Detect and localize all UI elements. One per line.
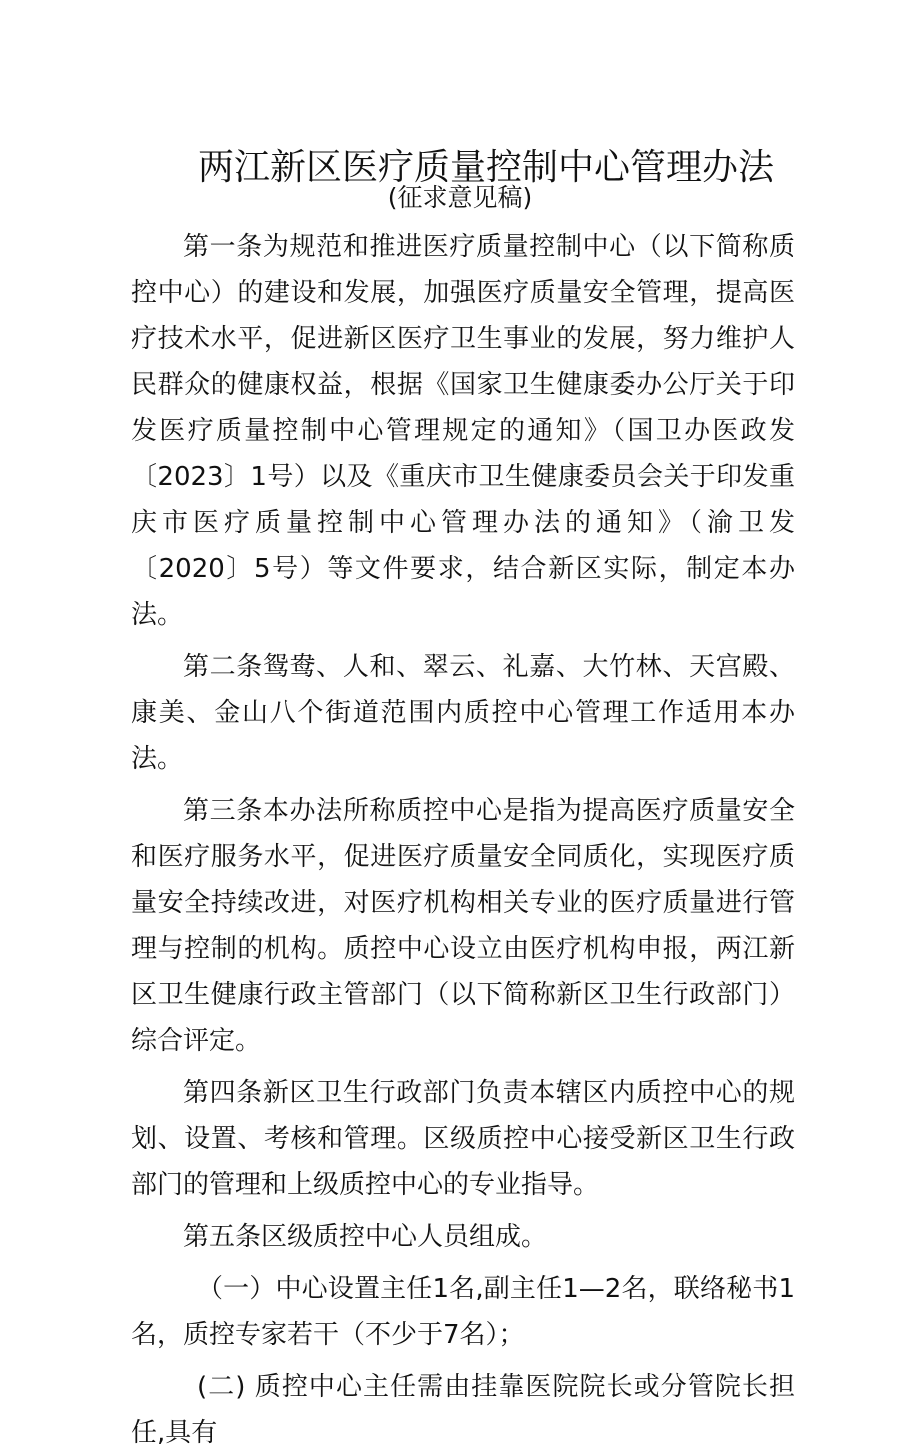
article-4: 第四条新区卫生行政部门负责本辖区内质控中心的规划、设置、考核和管理。区级质控中心接受新区卫生行政部门的管理和上级质控中心的专业指导。 — [131, 1078, 795, 1200]
document-body — [131, 224, 795, 1456]
document-subtitle: (征求意见稿) — [387, 183, 533, 212]
article-5-item-1: （一）中心设置主任1名,副主任1—2名，联络秘书1名，质控专家若干（不少于7名）； — [131, 1274, 795, 1350]
article-1: 第一条为规范和推进医疗质量控制中心（以下简称质控中心）的建设和发展，加强医疗质量安全管理，提高医疗技术水平，促进新区医疗卫生事业的发展，努力维护人民群众的健康权益，根据《国家卫生健康委办公厅关于印发医疗质量控制中心管理规定的通知》（国卫办医政发〔2023〕1号）以及《重庆市卫生健康委员会关于印发重庆市医疗质量控制中心管理办法的通知》（渝卫发〔2020〕5号）等文件要求，结合新区实际，制定本办法。 — [131, 232, 795, 630]
article-5-item-2: (二) 质控中心主任需由挂靠医院院长或分管院长担任,具有 — [131, 1372, 795, 1448]
document-title: 两江新区医疗质量控制中心管理办法 — [197, 147, 774, 189]
article-2: 第二条鸳鸯、人和、翠云、礼嘉、大竹林、天宫殿、康美、金山八个街道范围内质控中心管理工作适用本办法。 — [131, 652, 795, 774]
article-3: 第三条本办法所称质控中心是指为提高医疗质量安全和医疗服务水平，促进医疗质量安全同质化，实现医疗质量安全持续改进，对医疗机构相关专业的医疗质量进行管理与控制的机构。质控中心设立由医疗机构申报，两江新区卫生健康行政主管部门（以下简称新区卫生行政部门）综合评定。 — [131, 796, 795, 1056]
article-5: 第五条区级质控中心人员组成。 — [183, 1222, 548, 1252]
